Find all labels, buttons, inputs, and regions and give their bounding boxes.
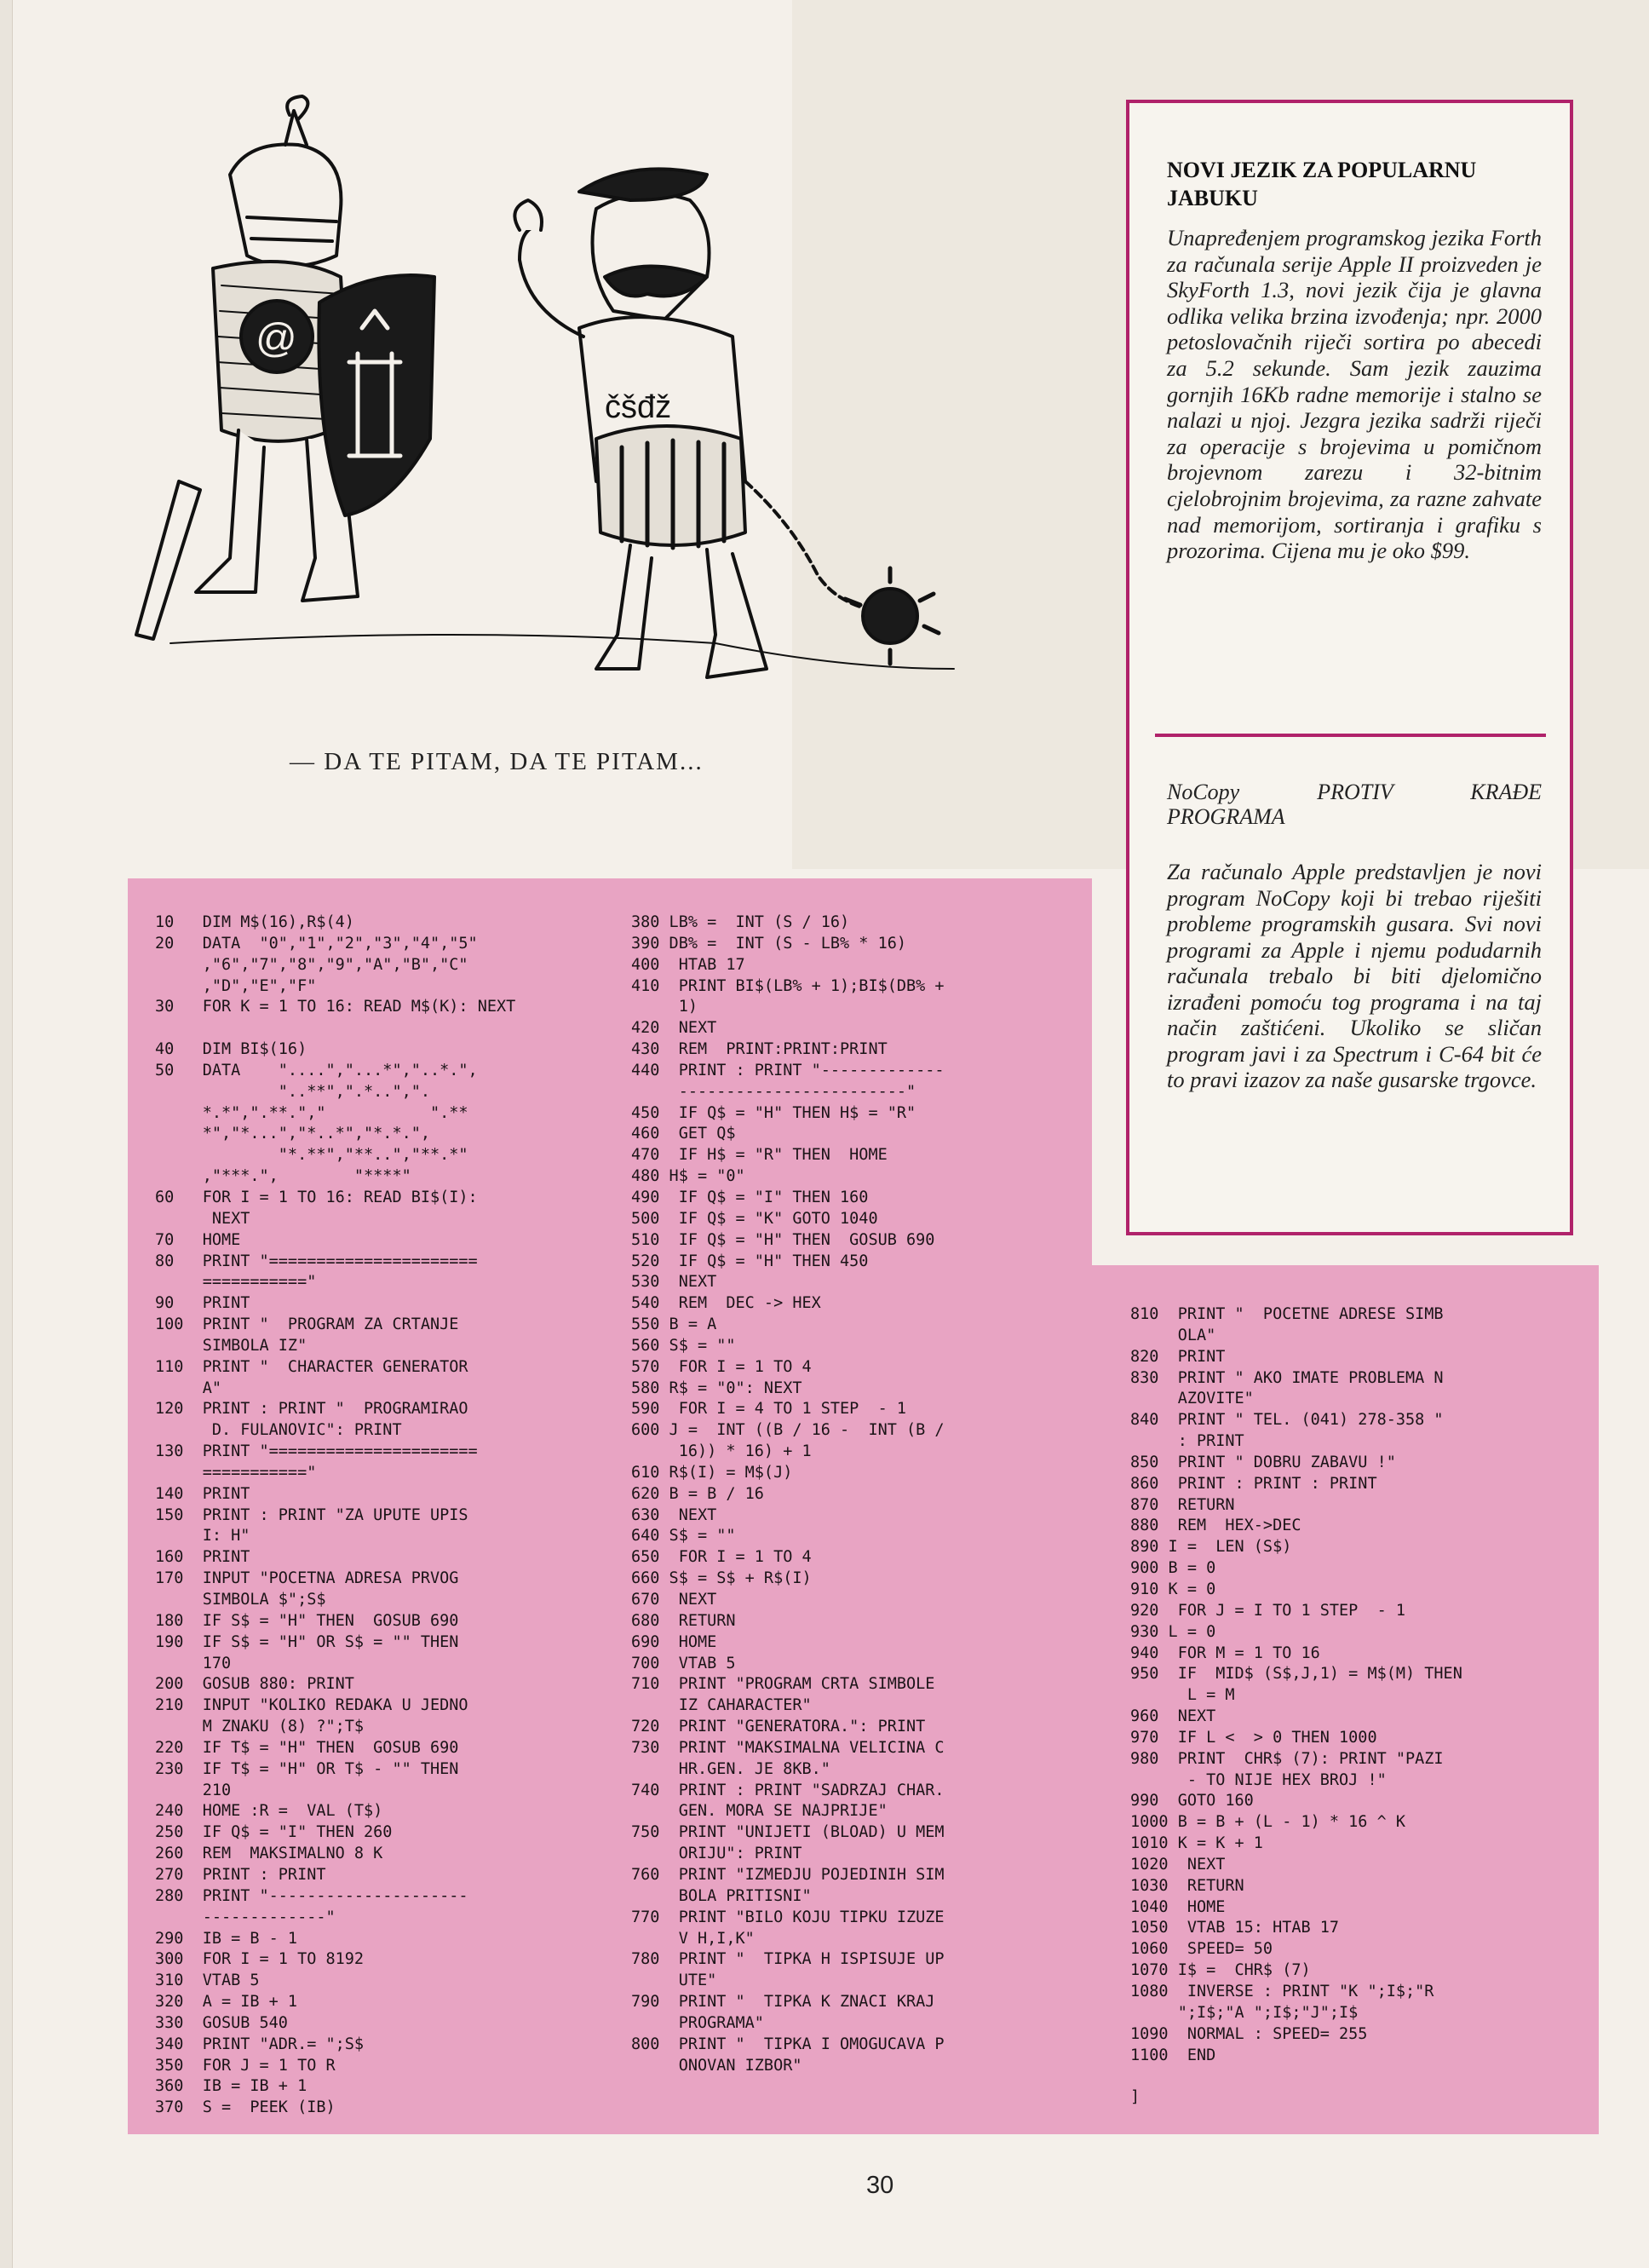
news-title-1: NOVI JEZIK ZA POPULARNU JABUKU: [1167, 158, 1477, 210]
news-body-1: Unapređenjem programskog jezika Forth za računala serije Apple II proizveden je SkyForth 1.3, novi jezik čija je glavna odlika velika brzina izvođenja; npr. 2000 petoslovačnih riječi sortira po abecedi za 5.2 sekunde. Sam jezik zauzima gornjih 16Kb radne memorije i stalno se nalazi u njoj. Jezgra jezika sadrži riječi za operacije s brojevima u pomičnom brojevnom zarezu i 32-bitnim cjelobrojnim brojevima, za razne zahvate nad memorijom, sortiranja i grafiku s prozorima. Cijena mu je oko $99.: [1167, 225, 1542, 564]
news-title-2-line1: NoCopy PROTIV KRAĐE: [1167, 780, 1542, 804]
cartoon-illustration: [119, 81, 1056, 728]
news-divider: [1155, 734, 1546, 737]
svg-text:čšđž: čšđž: [605, 389, 672, 425]
svg-text:@: @: [256, 316, 297, 361]
page-number: 30: [866, 2172, 894, 2199]
news-title-2-line2: PROGRAMA: [1167, 804, 1285, 829]
news-box: [1126, 100, 1573, 1235]
page-edge: [0, 0, 13, 2268]
listing-column-3: 810 PRINT " POCETNE ADRESE SIMB OLA" 820 PRINT 830 PRINT " AKO IMATE PROBLEMA N AZOVITE" 840 PRINT " TEL. (041) 278-358 " : PRINT 850 PRINT " DOBRU ZABAVU !" 860 PRINT : PRINT : PRINT 870 RETURN 880 REM HEX->DEC 890 I = LEN (S$) 900 B = 0 910 K = 0 920 FOR J = I TO 1 STEP - 1 930 L = 0 940 FOR M = 1 TO 16 950 IF MID$ (S$,J,1) = M$(M) THEN L = M 960 NEXT 970 IF L < > 0 THEN 1000 980 PRINT CHR$ (7): PRINT "PAZI - TO NIJE HEX BROJ !" 990 GOTO 160 1000 B = B + (L - 1) * 16 ^ K 1010 K = K + 1 1020 NEXT 1030 RETURN 1040 HOME 1050 VTAB 15: HTAB 17 1060 SPEED= 50 1070 I$ = CHR$ (7) 1080 INVERSE : PRINT "K ";I$;"R ";I$;"A ";I$;"J";I$ 1090 NORMAL : SPEED= 255 1100 END ]: [1130, 1305, 1462, 2107]
cartoon-caption: — DA TE PITAM, DA TE PITAM...: [290, 748, 704, 775]
news-body-2: Za računalo Apple predstavljen je novi program NoCopy koji bi trebao riješiti probleme programskih gusara. Svi novi programi za Apple i njemu podudarnih računala trebalo bi biti djelomično izrađeni pomoću tog programa i na taj način zaštićeni. Ukoliko se sličan program javi i za Spectrum i C-64 bit će to pravi izazov za naše gusarske trgovce.: [1167, 859, 1542, 1092]
listing-column-2: 380 LB% = INT (S / 16) 390 DB% = INT (S - LB% * 16) 400 HTAB 17 410 PRINT BI$(LB% + 1);BI$(DB% + 1) 420 NEXT 430 REM PRINT:PRINT:PRINT 440 PRINT : PRINT "------------- ------------------------" 450 IF Q$ = "H" THEN H$ = "R" 460 GET Q$ 470 IF H$ = "R" THEN HOME 480 H$ = "0" 490 IF Q$ = "I" THEN 160 500 IF Q$ = "K" GOTO 1040 510 IF Q$ = "H" THEN GOSUB 690 520 IF Q$ = "H" THEN 450 530 NEXT 540 REM DEC -> HEX 550 B = A 560 S$ = "" 570 FOR I = 1 TO 4 580 R$ = "0": NEXT 590 FOR I = 4 TO 1 STEP - 1 600 J = INT ((B / 16 - INT (B / 16)) * 16) + 1 610 R$(I) = M$(J) 620 B = B / 16 630 NEXT 640 S$ = "" 650 FOR I = 1 TO 4 660 S$ = S$ + R$(I) 670 NEXT 680 RETURN 690 HOME 700 VTAB 5 710 PRINT "PROGRAM CRTA SIMBOLE IZ CAHARACTER" 720 PRINT "GENERATORA.": PRINT 730 PRINT "MAKSIMALNA VELICINA C HR.GEN. JE 8KB." 740 PRINT : PRINT "SADRZAJ CHAR. GEN. MORA SE NAJPRIJE" 750 PRINT "UNIJETI (BLOAD) U MEM ORIJU": PRINT 760 PRINT "IZMEDJU POJEDINIH SIM BOLA PRITISNI" 770 PRINT "BILO KOJU TIPKU IZUZE V H,I,K" 780 PRINT " TIPKA H ISPISUJE UP UTE" 790 PRINT " TIPKA K ZNACI KRAJ PROGRAMA" 800 PRINT " TIPKA I OMOGUCAVA P ONOVAN IZBOR": [631, 913, 945, 2075]
listing-column-1: 10 DIM M$(16),R$(4) 20 DATA "0","1","2","3","4","5" ,"6","7","8","9","A","B","C" ,"D","E","F" 30 FOR K = 1 TO 16: READ M$(K): NEXT 40 DIM BI$(16) 50 DATA "....","...*","..*.", "..**",".*..",". *.*",".**."," ".** *","*...","*..*","*.*.", "*.**","**..","**.*" ,"***.", "****" 60 FOR I = 1 TO 16: READ BI$(I): NEXT 70 HOME 80 PRINT "====================== ===========" 90 PRINT 100 PRINT " PROGRAM ZA CRTANJE SIMBOLA IZ" 110 PRINT " CHARACTER GENERATOR A" 120 PRINT : PRINT " PROGRAMIRAO D. FULANOVIC": PRINT 130 PRINT "====================== ===========" 140 PRINT 150 PRINT : PRINT "ZA UPUTE UPIS I: H" 160 PRINT 170 INPUT "POCETNA ADRESA PRVOG SIMBOLA $";S$ 180 IF S$ = "H" THEN GOSUB 690 190 IF S$ = "H" OR S$ = "" THEN 170 200 GOSUB 880: PRINT 210 INPUT "KOLIKO REDAKA U JEDNO M ZNAKU (8) ?";T$ 220 IF T$ = "H" THEN GOSUB 690 230 IF T$ = "H" OR T$ - "" THEN 210 240 HOME :R = VAL (T$) 250 IF Q$ = "I" THEN 260 260 REM MAKSIMALNO 8 K 270 PRINT : PRINT 280 PRINT "--------------------- -------------" 290 IB = B - 1 300 FOR I = 1 TO 8192 310 VTAB 5 320 A = IB + 1 330 GOSUB 540 340 PRINT "ADR.= ";S$ 350 FOR J = 1 TO R 360 IB = IB + 1 370 S = PEEK (IB): [155, 913, 516, 2117]
